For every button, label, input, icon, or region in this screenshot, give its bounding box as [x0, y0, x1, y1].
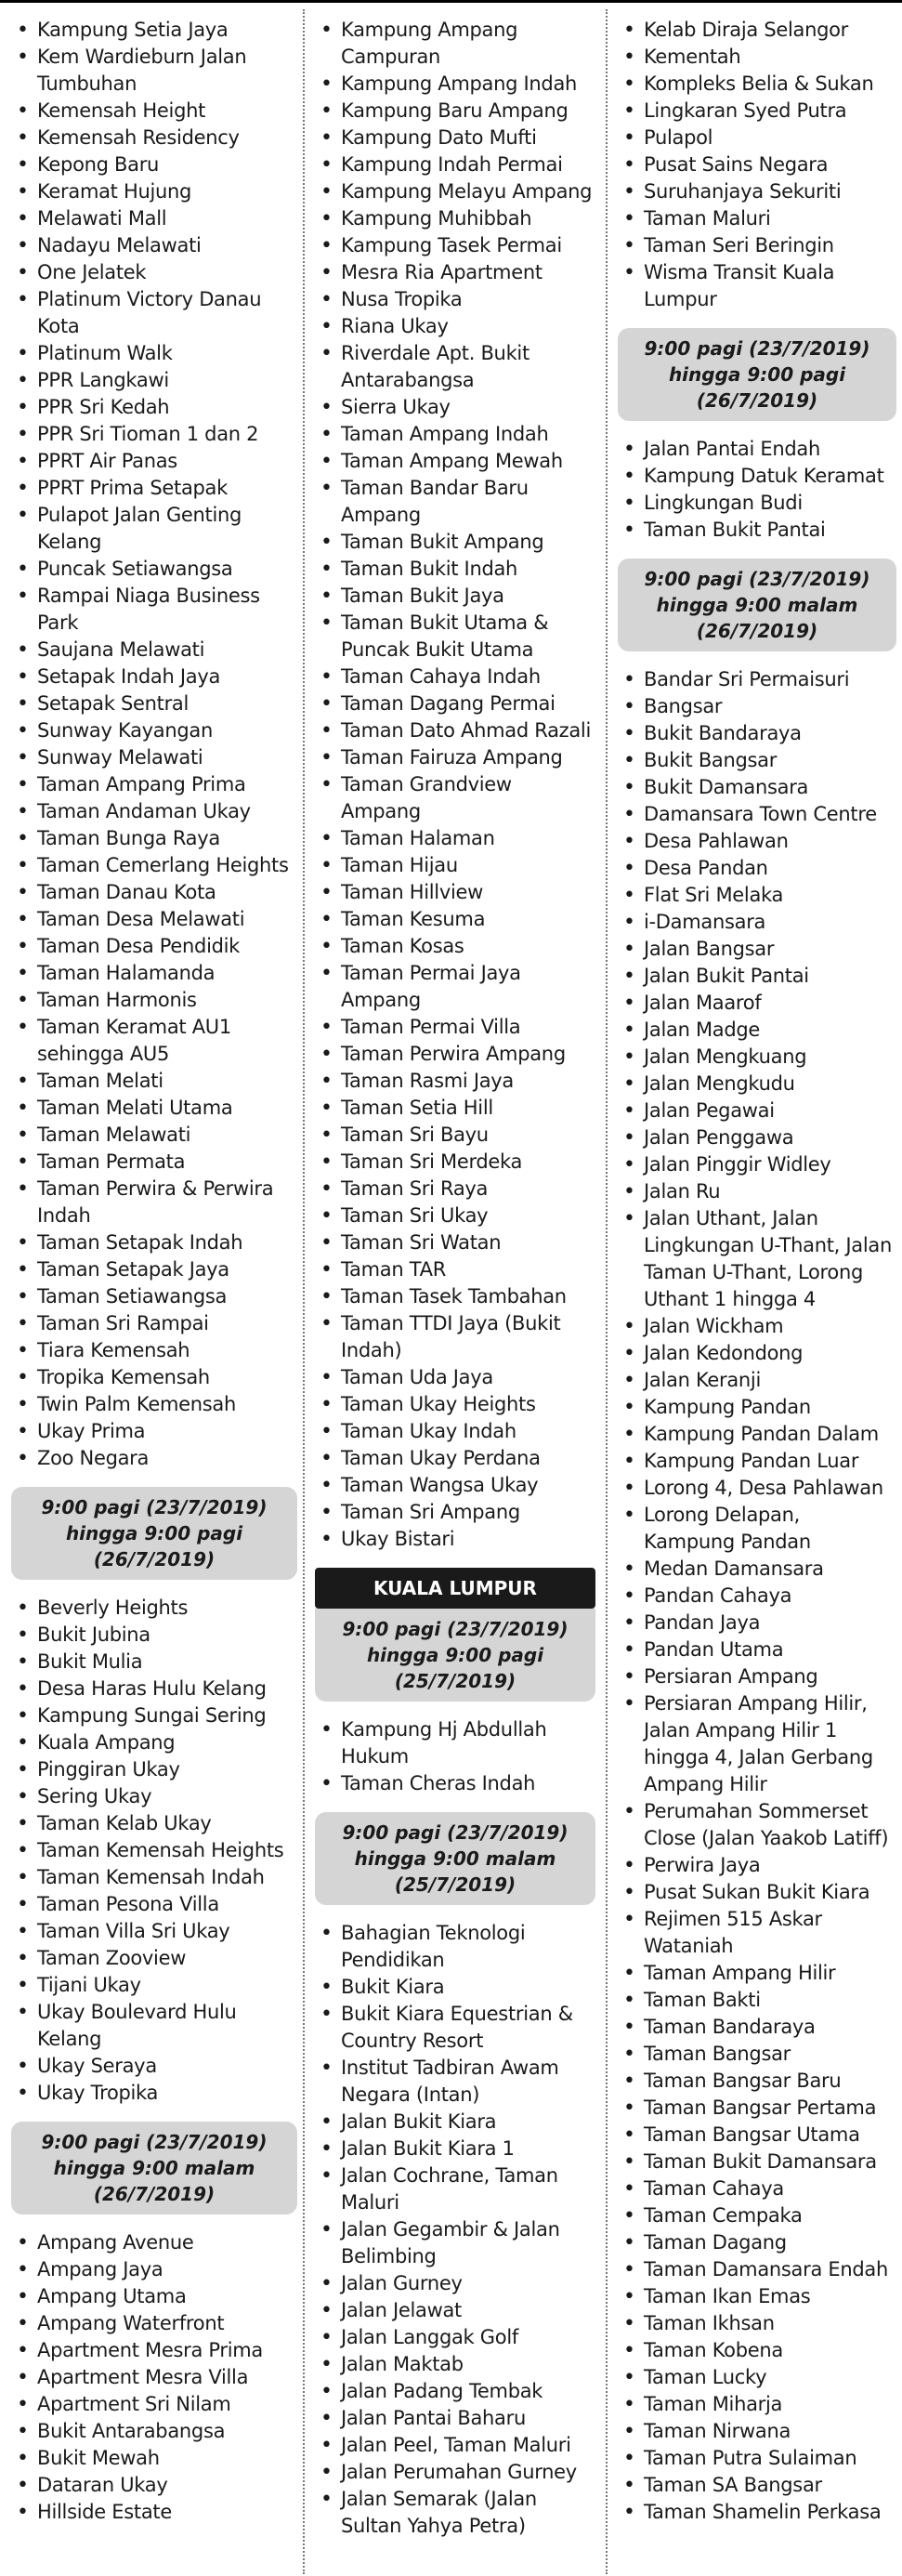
list-item: • Riverdale Apt. Bukit Antarabangsa: [315, 340, 595, 394]
list-item: • Ampang Utama: [11, 2283, 297, 2310]
list-item: • Taman Ukay Indah: [315, 1418, 595, 1445]
schedule-line: hingga 9:00 malam: [354, 1847, 556, 1870]
area-list: [618, 436, 896, 544]
list-item: • Taman Bunga Raya: [11, 825, 297, 852]
list-item: • Taman Kemensah Heights: [11, 1837, 297, 1864]
list-item: • Jalan Bukit Kiara 1: [315, 2136, 595, 2162]
list-item: • Taman Bukit Jaya: [315, 583, 595, 610]
list-item: • Taman Cemerlang Heights: [11, 852, 297, 879]
list-item: • Taman Hillview: [315, 879, 595, 906]
schedule-line: 9:00 pagi (23/7/2019): [342, 1821, 569, 1844]
list-item: • Kelab Diraja Selangor: [618, 17, 896, 44]
list-item: • Damansara Town Centre: [618, 801, 896, 828]
list-item: • Taman Setia Hill: [315, 1095, 595, 1122]
list-item: • Jalan Pegawai: [618, 1097, 896, 1124]
list-item: • Taman Sri Rampai: [11, 1310, 297, 1337]
list-item: • Taman Setiawangsa: [11, 1283, 297, 1310]
list-item: • Taman Ampang Hilir: [618, 1960, 896, 1987]
schedule-line: 9:00 pagi (23/7/2019): [41, 1496, 268, 1518]
list-item: • Sunway Kayangan: [11, 717, 297, 744]
list-item: • Setapak Indah Jaya: [11, 664, 297, 690]
list-item: • Nadayu Melawati: [11, 232, 297, 259]
list-item: • Taman Bakti: [618, 1987, 896, 2014]
list-item: • Taman Kemensah Indah: [11, 1864, 297, 1891]
list-item: • Bukit Jubina: [11, 1622, 297, 1649]
list-item: • Taman Nirwana: [618, 2418, 896, 2445]
list-item: • Kampung Tasek Permai: [315, 232, 595, 259]
list-item: • Jalan Ru: [618, 1178, 896, 1205]
list-item: • Kampung Pandan Dalam: [618, 1421, 896, 1448]
list-item: • Dataran Ukay: [11, 2472, 297, 2499]
list-item: • Desa Pandan: [618, 855, 896, 882]
list-item: • Taman Bukit Ampang: [315, 529, 595, 556]
list-item: • Lingkungan Budi: [618, 490, 896, 517]
schedule-line: (26/7/2019): [93, 1548, 216, 1571]
list-item: • Taman Bangsar Pertama: [618, 2095, 896, 2122]
list-item: • Taman Sri Bayu: [315, 1122, 595, 1149]
list-item: • Kemensah Height: [11, 98, 297, 125]
list-item: • Taman Pesona Villa: [11, 1891, 297, 1918]
list-item: • Apartment Sri Nilam: [11, 2391, 297, 2418]
list-item: • Taman Permai Jaya Ampang: [315, 960, 595, 1014]
area-list: [11, 2229, 297, 2526]
list-item: • Persiaran Ampang Hilir, Jalan Ampang Hilir 1 hingga 4, Jalan Gerbang Ampang Hilir: [618, 1690, 896, 1798]
list-item: • Platinum Walk: [11, 340, 297, 367]
list-item: • Jalan Bukit Kiara: [315, 2109, 595, 2136]
list-item: • Jalan Wickham: [618, 1313, 896, 1340]
schedule-box: [315, 1609, 595, 1702]
schedule-line: hingga 9:00 pagi: [668, 363, 846, 386]
list-item: • PPR Sri Tioman 1 dan 2: [11, 421, 297, 448]
list-item: • Taman TTDI Jaya (Bukit Indah): [315, 1310, 595, 1364]
list-item: • Taman Kobena: [618, 2337, 896, 2364]
list-item: • Taman Ikhsan: [618, 2310, 896, 2337]
list-item: • PPRT Air Panas: [11, 448, 297, 475]
list-item: • Kampung Baru Ampang: [315, 98, 595, 125]
list-item: • Ampang Avenue: [11, 2229, 297, 2256]
list-item: • Flat Sri Melaka: [618, 882, 896, 909]
list-item: • Taman Miharja: [618, 2391, 896, 2418]
list-item: • Taman Sri Ampang: [315, 1499, 595, 1526]
list-item: • Tijani Ukay: [11, 1972, 297, 1999]
list-item: • Taman Sri Merdeka: [315, 1149, 595, 1176]
list-item: • Ukay Seraya: [11, 2053, 297, 2080]
list-item: • Taman Setapak Jaya: [11, 1256, 297, 1283]
list-item: • Persiaran Ampang: [618, 1663, 896, 1690]
list-item: • Taman Bangsar Baru: [618, 2068, 896, 2095]
list-item: • Kampung Melayu Ampang: [315, 178, 595, 205]
list-item: • Taman Melati Utama: [11, 1095, 297, 1122]
list-item: • Ukay Boulevard Hulu Kelang: [11, 1999, 297, 2053]
list-item: • Taman Fairuza Ampang: [315, 744, 595, 771]
list-item: • Taman Cheras Indah: [315, 1770, 595, 1797]
list-item: • Jalan Bangsar: [618, 936, 896, 963]
list-item: • Beverly Heights: [11, 1595, 297, 1622]
list-item: • Ampang Waterfront: [11, 2310, 297, 2337]
list-item: • Taman Harmonis: [11, 987, 297, 1014]
list-item: • Sierra Ukay: [315, 394, 595, 421]
list-item: • Jalan Semarak (Jalan Sultan Yahya Petra): [315, 2486, 595, 2540]
column-3: [618, 17, 896, 2526]
list-item: • Tropika Kemensah: [11, 1364, 297, 1391]
list-item: • Lingkaran Syed Putra: [618, 98, 896, 125]
list-item: • Taman Uda Jaya: [315, 1364, 595, 1391]
list-item: • Jalan Penggawa: [618, 1124, 896, 1151]
schedule-box: [11, 2122, 297, 2215]
list-item: • Rejimen 515 Askar Wataniah: [618, 1906, 896, 1960]
schedule-line: hingga 9:00 pagi: [65, 1522, 243, 1544]
schedule-box: [618, 559, 896, 651]
list-item: • Kampung Setia Jaya: [11, 17, 297, 44]
list-item: • Ukay Tropika: [11, 2080, 297, 2107]
list-item: • Taman TAR: [315, 1256, 595, 1283]
list-item: • Jalan Maarof: [618, 990, 896, 1017]
list-item: • Kampung Sungai Sering: [11, 1702, 297, 1729]
list-item: • Jalan Padang Tembak: [315, 2378, 595, 2405]
list-item: • Taman Hijau: [315, 852, 595, 879]
schedule-line: 9:00 pagi (23/7/2019): [41, 2131, 268, 2153]
list-item: • Kampung Datuk Keramat: [618, 463, 896, 490]
list-item: • Jalan Uthant, Jalan Lingkungan U-Thant, Jalan Taman U-Thant, Lorong Uthant 1 hingga 4: [618, 1205, 896, 1313]
list-item: • Taman Sri Raya: [315, 1176, 595, 1203]
list-item: • PPR Sri Kedah: [11, 394, 297, 421]
list-item: • Jalan Gegambir & Jalan Belimbing: [315, 2216, 595, 2270]
list-item: • Keramat Hujung: [11, 178, 297, 205]
column-divider: [303, 9, 305, 2574]
list-item: • i-Damansara: [618, 909, 896, 936]
schedule-line: hingga 9:00 malam: [53, 2157, 255, 2179]
list-item: • Kementah: [618, 44, 896, 71]
list-item: • Taman Maluri: [618, 205, 896, 232]
list-item: • Taman Cahaya Indah: [315, 664, 595, 690]
list-item: • Bukit Mulia: [11, 1649, 297, 1676]
list-item: • Bahagian Teknologi Pendidikan: [315, 1920, 595, 1974]
top-rule: [0, 0, 902, 3]
list-item: • Taman Bukit Pantai: [618, 517, 896, 544]
list-item: • Jalan Gurney: [315, 2270, 595, 2297]
list-item: • Pusat Sains Negara: [618, 151, 896, 178]
list-item: • Taman Putra Sulaiman: [618, 2445, 896, 2472]
list-item: • Kepong Baru: [11, 151, 297, 178]
list-item: • Taman Seri Beringin: [618, 232, 896, 259]
list-item: • Taman Bukit Damansara: [618, 2149, 896, 2175]
list-item: • Kampung Ampang Indah: [315, 71, 595, 98]
schedule-line: (26/7/2019): [696, 389, 818, 412]
schedule-line: (26/7/2019): [696, 620, 818, 642]
list-item: • Taman Damansara Endah: [618, 2256, 896, 2283]
list-item: • Taman Andaman Ukay: [11, 798, 297, 825]
list-item: • Jalan Mengkuang: [618, 1044, 896, 1071]
schedule-line: 9:00 pagi (23/7/2019): [644, 568, 870, 590]
list-item: • Bukit Bandaraya: [618, 720, 896, 747]
list-item: • Jalan Bukit Pantai: [618, 963, 896, 990]
schedule-box: [618, 328, 896, 421]
list-item: • Taman Ampang Indah: [315, 421, 595, 448]
list-item: • Kemensah Residency: [11, 125, 297, 151]
list-item: • Taman Keramat AU1 sehingga AU5: [11, 1014, 297, 1068]
schedule-line: (25/7/2019): [394, 1873, 516, 1896]
list-item: • Kampung Ampang Campuran: [315, 17, 595, 71]
list-item: • Pandan Jaya: [618, 1610, 896, 1636]
list-item: • Taman Villa Sri Ukay: [11, 1918, 297, 1945]
area-list: [618, 17, 896, 313]
list-item: • Jalan Cochrane, Taman Maluri: [315, 2162, 595, 2216]
list-item: • Taman Ikan Emas: [618, 2283, 896, 2310]
list-item: • Taman Dagang: [618, 2229, 896, 2256]
list-item: • Pinggiran Ukay: [11, 1756, 297, 1783]
list-item: • Institut Tadbiran Awam Negara (Intan): [315, 2055, 595, 2109]
list-item: • Taman Grandview Ampang: [315, 771, 595, 825]
list-item: • Taman Perwira & Perwira Indah: [11, 1176, 297, 1229]
list-item: • Jalan Kedondong: [618, 1340, 896, 1367]
list-item: • Kampung Muhibbah: [315, 205, 595, 232]
list-item: • Taman Bukit Utama & Puncak Bukit Utama: [315, 610, 595, 664]
list-item: • Bukit Bangsar: [618, 747, 896, 774]
list-item: • Taman Bangsar: [618, 2041, 896, 2068]
list-item: • Suruhanjaya Sekuriti: [618, 178, 896, 205]
list-item: • Ampang Jaya: [11, 2256, 297, 2283]
list-item: • Jalan Maktab: [315, 2351, 595, 2378]
list-item: • Ukay Prima: [11, 1418, 297, 1445]
list-item: • Taman Tasek Tambahan: [315, 1283, 595, 1310]
list-item: • Apartment Mesra Prima: [11, 2337, 297, 2364]
area-list: [11, 1595, 297, 2107]
list-item: • Lorong 4, Desa Pahlawan: [618, 1475, 896, 1502]
list-item: • Kampung Pandan: [618, 1394, 896, 1421]
list-item: • Taman Permai Villa: [315, 1014, 595, 1041]
schedule-line: 9:00 pagi (23/7/2019): [644, 337, 870, 360]
list-item: • Pulapol: [618, 125, 896, 151]
list-item: • Kampung Indah Permai: [315, 151, 595, 178]
list-item: • Melawati Mall: [11, 205, 297, 232]
list-item: • Wisma Transit Kuala Lumpur: [618, 259, 896, 313]
list-item: • Pulapot Jalan Genting Kelang: [11, 502, 297, 556]
list-item: • Mesra Ria Apartment: [315, 259, 595, 286]
list-item: • Zoo Negara: [11, 1445, 297, 1472]
list-item: • Kampung Pandan Luar: [618, 1448, 896, 1475]
list-item: • Lorong Delapan, Kampung Pandan: [618, 1502, 896, 1556]
list-item: • Taman Perwira Ampang: [315, 1041, 595, 1068]
list-item: • PPR Langkawi: [11, 367, 297, 394]
list-item: • Saujana Melawati: [11, 637, 297, 664]
list-item: • Taman Bangsar Utama: [618, 2122, 896, 2149]
list-item: • Jalan Keranji: [618, 1367, 896, 1394]
list-item: • Taman Melati: [11, 1068, 297, 1095]
list-item: • Kuala Ampang: [11, 1729, 297, 1756]
schedule-line: (25/7/2019): [394, 1670, 516, 1692]
list-item: • Rampai Niaga Business Park: [11, 583, 297, 637]
list-item: • Taman Wangsa Ukay: [315, 1472, 595, 1499]
list-item: • Taman Zooview: [11, 1945, 297, 1972]
list-item: • Kem Wardieburn Jalan Tumbuhan: [11, 44, 297, 98]
list-item: • Jalan Pantai Endah: [618, 436, 896, 463]
list-item: • Jalan Jelawat: [315, 2297, 595, 2324]
list-item: • Taman Rasmi Jaya: [315, 1068, 595, 1095]
column-2: [315, 17, 595, 2540]
list-item: • Taman Ampang Mewah: [315, 448, 595, 475]
list-item: • Taman Bandar Baru Ampang: [315, 475, 595, 529]
list-item: • Pandan Cahaya: [618, 1583, 896, 1610]
list-item: • One Jelatek: [11, 259, 297, 286]
list-item: • Taman Sri Ukay: [315, 1203, 595, 1229]
list-item: • Riana Ukay: [315, 313, 595, 340]
list-item: • Taman Cempaka: [618, 2202, 896, 2229]
list-item: • Taman Sri Watan: [315, 1229, 595, 1256]
list-item: • Jalan Pantai Baharu: [315, 2405, 595, 2432]
list-item: • Taman Desa Pendidik: [11, 933, 297, 960]
list-item: • Taman Dagang Permai: [315, 690, 595, 717]
list-item: • Taman Bandaraya: [618, 2014, 896, 2041]
list-item: • Jalan Peel, Taman Maluri: [315, 2432, 595, 2459]
list-item: • Bukit Antarabangsa: [11, 2418, 297, 2445]
list-item: • Bukit Kiara: [315, 1974, 595, 2001]
list-item: • Bukit Kiara Equestrian & Country Resort: [315, 2001, 595, 2055]
list-item: • Taman Dato Ahmad Razali: [315, 717, 595, 744]
area-list: [315, 1716, 595, 1797]
list-item: • Taman Kesuma: [315, 906, 595, 933]
area-list: [315, 17, 595, 1553]
list-item: • Apartment Mesra Villa: [11, 2364, 297, 2391]
list-item: • Sunway Melawati: [11, 744, 297, 771]
list-item: • Kompleks Belia & Sukan: [618, 71, 896, 98]
list-item: • Jalan Perumahan Gurney: [315, 2459, 595, 2486]
column-1: [11, 17, 297, 2526]
schedule-line: hingga 9:00 malam: [656, 594, 858, 616]
list-item: • Bukit Damansara: [618, 774, 896, 801]
list-item: • Ukay Bistari: [315, 1526, 595, 1553]
list-item: • Taman Halamanda: [11, 960, 297, 987]
list-item: • Medan Damansara: [618, 1556, 896, 1583]
list-item: • Taman Permata: [11, 1149, 297, 1176]
list-item: • Jalan Madge: [618, 1017, 896, 1044]
schedule-line: 9:00 pagi (23/7/2019): [342, 1618, 569, 1640]
area-list: [11, 17, 297, 1472]
list-item: • PPRT Prima Setapak: [11, 475, 297, 502]
list-item: • Sering Ukay: [11, 1783, 297, 1810]
list-item: • Twin Palm Kemensah: [11, 1391, 297, 1418]
list-item: • Pusat Sukan Bukit Kiara: [618, 1879, 896, 1906]
list-item: • Taman Kosas: [315, 933, 595, 960]
area-list: [315, 1920, 595, 2540]
column-divider: [606, 9, 608, 2574]
list-item: • Kampung Hj Abdullah Hukum: [315, 1716, 595, 1770]
list-item: • Kampung Dato Mufti: [315, 125, 595, 151]
schedule-box: [11, 1487, 297, 1580]
list-item: • Taman Bukit Indah: [315, 556, 595, 583]
list-item: • Taman Halaman: [315, 825, 595, 852]
list-item: • Bangsar: [618, 693, 896, 720]
list-item: • Taman Setapak Indah: [11, 1229, 297, 1256]
list-item: • Desa Haras Hulu Kelang: [11, 1676, 297, 1702]
list-item: • Taman Ukay Heights: [315, 1391, 595, 1418]
list-item: • Bukit Mewah: [11, 2445, 297, 2472]
list-item: • Jalan Pinggir Widley: [618, 1151, 896, 1178]
region-header: KUALA LUMPUR: [315, 1568, 595, 1609]
list-item: • Perumahan Sommerset Close (Jalan Yaakob Latiff): [618, 1798, 896, 1852]
list-item: • Puncak Setiawangsa: [11, 556, 297, 583]
list-item: • Taman Desa Melawati: [11, 906, 297, 933]
list-item: • Pandan Utama: [618, 1636, 896, 1663]
list-item: • Taman Melawati: [11, 1122, 297, 1149]
list-item: • Taman Ukay Perdana: [315, 1445, 595, 1472]
list-item: • Hillside Estate: [11, 2499, 297, 2526]
list-item: • Taman Shamelin Perkasa: [618, 2499, 896, 2526]
list-item: • Taman Cahaya: [618, 2175, 896, 2202]
area-list: [618, 666, 896, 2526]
list-item: • Jalan Mengkudu: [618, 1071, 896, 1097]
list-item: • Taman Danau Kota: [11, 879, 297, 906]
list-item: • Tiara Kemensah: [11, 1337, 297, 1364]
schedule-box: [315, 1812, 595, 1905]
list-item: • Taman Ampang Prima: [11, 771, 297, 798]
list-item: • Taman Kelab Ukay: [11, 1810, 297, 1837]
list-item: • Platinum Victory Danau Kota: [11, 286, 297, 340]
list-item: • Bandar Sri Permaisuri: [618, 666, 896, 693]
list-item: • Desa Pahlawan: [618, 828, 896, 855]
schedule-line: hingga 9:00 pagi: [366, 1644, 544, 1666]
list-item: • Nusa Tropika: [315, 286, 595, 313]
list-item: • Taman Lucky: [618, 2364, 896, 2391]
schedule-line: (26/7/2019): [93, 2183, 216, 2205]
list-item: • Setapak Sentral: [11, 690, 297, 717]
list-item: • Jalan Langgak Golf: [315, 2324, 595, 2351]
list-item: • Perwira Jaya: [618, 1852, 896, 1879]
list-item: • Taman SA Bangsar: [618, 2472, 896, 2499]
